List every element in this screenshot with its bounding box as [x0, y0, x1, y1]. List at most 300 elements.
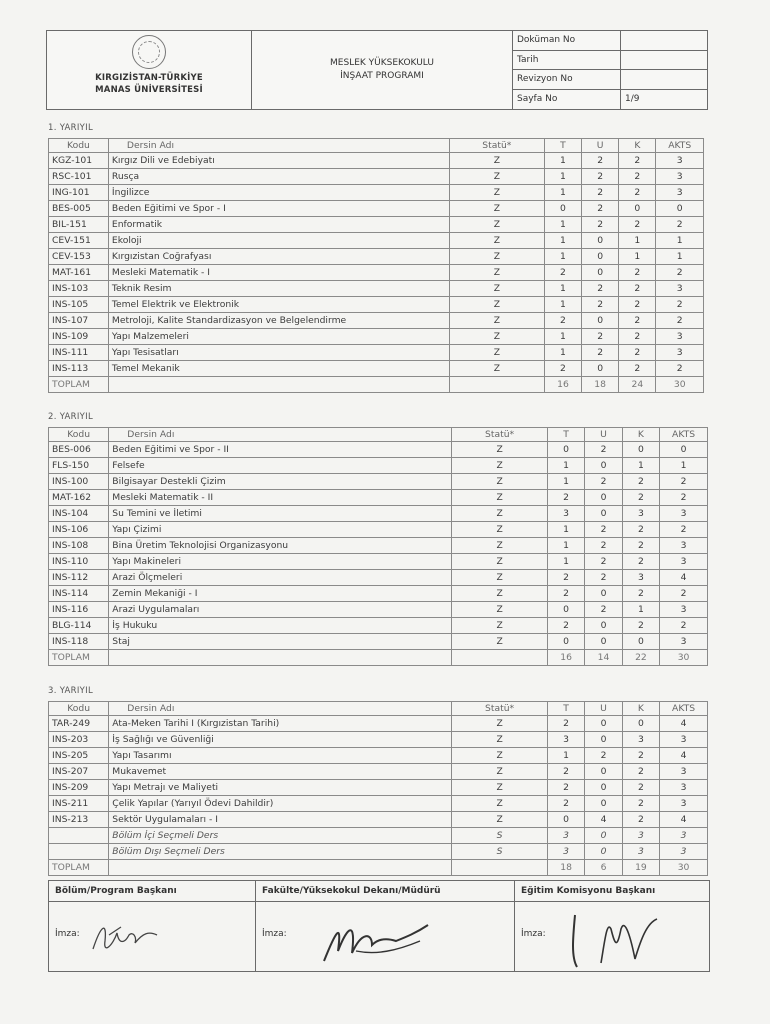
course-code: MAT-162 [49, 490, 109, 506]
meta-value-page: 1/9 [625, 94, 640, 105]
course-status: Z [452, 522, 548, 538]
table-row [49, 297, 704, 313]
course-u: 2 [582, 185, 619, 201]
course-name: Mesleki Matematik - I [108, 265, 449, 281]
course-name: Mesleki Matematik - II [109, 490, 452, 506]
course-code: BIL-151 [49, 217, 109, 233]
course-k: 2 [619, 329, 656, 345]
total-t: 16 [544, 377, 581, 393]
course-code: INS-213 [49, 812, 109, 828]
course-status: Z [452, 490, 548, 506]
course-u: 2 [585, 570, 622, 586]
table-row [49, 345, 704, 361]
course-k: 2 [619, 265, 656, 281]
course-t: 3 [547, 828, 584, 844]
course-status: Z [452, 458, 548, 474]
course-code: INS-118 [49, 634, 109, 650]
course-akts: 3 [660, 828, 708, 844]
course-u: 0 [585, 796, 622, 812]
course-k: 1 [619, 233, 656, 249]
course-k: 1 [622, 458, 659, 474]
total-label: TOPLAM [49, 860, 109, 876]
course-code: ING-101 [49, 185, 109, 201]
course-name: Bina Üretim Teknolojisi Organizasyonu [109, 538, 452, 554]
course-code: INS-209 [49, 780, 109, 796]
course-code: INS-113 [49, 361, 109, 377]
table-row [49, 602, 708, 618]
column-header-u: U [585, 702, 622, 716]
course-akts: 4 [660, 716, 708, 732]
course-t: 1 [547, 748, 584, 764]
course-akts: 1 [656, 233, 704, 249]
meta-label-doc-no: Doküman No [513, 31, 621, 51]
course-name: İş Hukuku [109, 618, 452, 634]
total-u: 18 [582, 377, 619, 393]
school-name: MESLEK YÜKSEKOKULU [330, 58, 434, 68]
course-akts: 4 [660, 812, 708, 828]
course-t: 2 [547, 618, 584, 634]
course-name: Teknik Resim [108, 281, 449, 297]
course-code: INS-205 [49, 748, 109, 764]
course-status: Z [449, 297, 544, 313]
course-k: 3 [622, 506, 659, 522]
course-k: 2 [622, 618, 659, 634]
course-name: Bölüm Dışı Seçmeli Ders [109, 844, 452, 860]
total-spacer [449, 377, 544, 393]
total-spacer [108, 377, 449, 393]
course-k: 0 [619, 201, 656, 217]
course-code: MAT-161 [49, 265, 109, 281]
course-status: Z [449, 281, 544, 297]
course-status: Z [452, 764, 548, 780]
course-t: 1 [547, 474, 584, 490]
signature-block [48, 880, 710, 972]
table-total-row [49, 860, 708, 876]
total-spacer [452, 650, 548, 666]
course-code: INS-109 [49, 329, 109, 345]
course-akts: 2 [656, 265, 704, 281]
course-akts: 2 [660, 618, 708, 634]
course-code: INS-114 [49, 586, 109, 602]
column-header-code: Kodu [49, 702, 109, 716]
course-akts: 3 [660, 732, 708, 748]
table-row [49, 185, 704, 201]
course-code: INS-110 [49, 554, 109, 570]
course-status: Z [449, 217, 544, 233]
course-u: 2 [582, 153, 619, 169]
course-k: 2 [619, 217, 656, 233]
total-t: 18 [547, 860, 584, 876]
course-u: 0 [585, 586, 622, 602]
course-code: INS-211 [49, 796, 109, 812]
semester-3-table [48, 701, 708, 876]
table-row [49, 732, 708, 748]
signature-department-head [49, 881, 256, 971]
course-akts: 4 [660, 748, 708, 764]
course-status: Z [449, 233, 544, 249]
signature-imza-label: İmza: [521, 929, 546, 939]
course-t: 1 [544, 169, 581, 185]
course-status: Z [449, 345, 544, 361]
document-header [46, 30, 708, 110]
course-t: 3 [547, 844, 584, 860]
course-k: 2 [622, 780, 659, 796]
course-t: 1 [544, 297, 581, 313]
column-header-akts: AKTS [660, 702, 708, 716]
course-status: Z [449, 313, 544, 329]
course-akts: 3 [660, 506, 708, 522]
course-t: 1 [547, 554, 584, 570]
course-u: 0 [585, 458, 622, 474]
course-code: BES-005 [49, 201, 109, 217]
course-code [49, 844, 109, 860]
table-row [49, 586, 708, 602]
column-header-t: T [547, 702, 584, 716]
course-code: RSC-101 [49, 169, 109, 185]
course-t: 1 [547, 522, 584, 538]
course-status: Z [452, 716, 548, 732]
course-t: 1 [547, 538, 584, 554]
course-akts: 3 [660, 780, 708, 796]
table-row [49, 764, 708, 780]
course-code: INS-105 [49, 297, 109, 313]
course-akts: 3 [660, 538, 708, 554]
course-t: 1 [544, 329, 581, 345]
total-k: 22 [622, 650, 659, 666]
table-row [49, 361, 704, 377]
course-u: 0 [585, 506, 622, 522]
course-u: 0 [585, 828, 622, 844]
program-block [252, 31, 513, 109]
course-u: 2 [585, 474, 622, 490]
course-name: Yapı Tasarımı [109, 748, 452, 764]
course-akts: 0 [660, 442, 708, 458]
column-header-u: U [582, 139, 619, 153]
signature-mark-icon [87, 915, 167, 961]
total-spacer [109, 650, 452, 666]
course-k: 3 [622, 828, 659, 844]
course-u: 0 [582, 233, 619, 249]
column-header-status: Statü* [452, 428, 548, 442]
course-u: 2 [582, 345, 619, 361]
signature-imza-label: İmza: [55, 929, 80, 939]
course-akts: 2 [656, 297, 704, 313]
table-row [49, 201, 704, 217]
course-status: Z [452, 442, 548, 458]
course-t: 0 [547, 442, 584, 458]
course-k: 2 [619, 153, 656, 169]
course-k: 1 [622, 602, 659, 618]
total-spacer [109, 860, 452, 876]
table-row [49, 618, 708, 634]
course-t: 2 [544, 265, 581, 281]
course-name: Yapı Çizimi [109, 522, 452, 538]
course-code: INS-111 [49, 345, 109, 361]
column-header-name: Dersin Adı [109, 702, 452, 716]
course-status: Z [452, 812, 548, 828]
course-status: Z [452, 554, 548, 570]
course-code: INS-104 [49, 506, 109, 522]
course-k: 3 [622, 732, 659, 748]
meta-value-revision [621, 70, 707, 90]
total-akts: 30 [656, 377, 704, 393]
course-u: 2 [585, 522, 622, 538]
course-u: 0 [585, 732, 622, 748]
column-header-status: Statü* [452, 702, 548, 716]
course-name: Çelik Yapılar (Yarıyıl Ödevi Dahildir) [109, 796, 452, 812]
university-block [47, 31, 252, 109]
course-status: Z [449, 185, 544, 201]
course-name: Arazi Uygulamaları [109, 602, 452, 618]
meta-label-page: Sayfa No [513, 90, 621, 110]
semester-1-title: 1. YARIYIL [48, 123, 94, 133]
course-t: 0 [547, 602, 584, 618]
column-header-name: Dersin Adı [108, 139, 449, 153]
table-row [49, 217, 704, 233]
university-seal-icon [132, 35, 166, 69]
course-name: Rusça [108, 169, 449, 185]
course-k: 0 [622, 634, 659, 650]
course-name: Mukavemet [109, 764, 452, 780]
total-label: TOPLAM [49, 650, 109, 666]
course-t: 2 [544, 313, 581, 329]
course-name: Kırgız Dili ve Edebiyatı [108, 153, 449, 169]
course-code: INS-106 [49, 522, 109, 538]
semester-2-title: 2. YARIYIL [48, 412, 94, 422]
course-status: Z [452, 732, 548, 748]
course-name: Yapı Tesisatları [108, 345, 449, 361]
course-name: Staj [109, 634, 452, 650]
course-akts: 2 [656, 217, 704, 233]
course-akts: 3 [660, 844, 708, 860]
table-row [49, 828, 708, 844]
course-k: 3 [622, 844, 659, 860]
course-akts: 2 [660, 586, 708, 602]
course-u: 0 [582, 361, 619, 377]
course-code: CEV-153 [49, 249, 109, 265]
course-k: 2 [622, 586, 659, 602]
column-header-k: K [622, 428, 659, 442]
course-akts: 3 [656, 345, 704, 361]
signature-mark-icon [316, 911, 436, 969]
course-t: 1 [544, 345, 581, 361]
course-code: INS-112 [49, 570, 109, 586]
course-k: 2 [619, 313, 656, 329]
course-k: 2 [622, 490, 659, 506]
course-k: 3 [622, 570, 659, 586]
course-akts: 3 [660, 554, 708, 570]
meta-label-date: Tarih [513, 51, 621, 71]
course-status: Z [452, 780, 548, 796]
course-u: 0 [582, 265, 619, 281]
total-akts: 30 [660, 860, 708, 876]
course-u: 2 [585, 442, 622, 458]
course-status: Z [452, 538, 548, 554]
course-t: 1 [544, 153, 581, 169]
course-name: Ata-Meken Tarihi I (Kırgızistan Tarihi) [109, 716, 452, 732]
course-code: BLG-114 [49, 618, 109, 634]
course-status: S [452, 844, 548, 860]
course-name: İş Sağlığı ve Güvenliği [109, 732, 452, 748]
course-akts: 3 [656, 185, 704, 201]
table-row [49, 634, 708, 650]
course-u: 0 [585, 634, 622, 650]
course-k: 2 [622, 812, 659, 828]
course-status: Z [449, 265, 544, 281]
course-k: 2 [622, 796, 659, 812]
course-code: INS-116 [49, 602, 109, 618]
column-header-t: T [547, 428, 584, 442]
program-name: İNŞAAT PROGRAMI [340, 71, 424, 81]
course-code: FLS-150 [49, 458, 109, 474]
course-status: Z [452, 618, 548, 634]
table-row [49, 474, 708, 490]
course-u: 2 [582, 217, 619, 233]
course-name: Bilgisayar Destekli Çizim [109, 474, 452, 490]
course-akts: 2 [660, 490, 708, 506]
table-row [49, 442, 708, 458]
course-code: KGZ-101 [49, 153, 109, 169]
course-code: INS-107 [49, 313, 109, 329]
course-code: BES-006 [49, 442, 109, 458]
course-akts: 3 [656, 153, 704, 169]
table-row [49, 780, 708, 796]
course-akts: 2 [660, 522, 708, 538]
course-status: Z [452, 796, 548, 812]
table-row [49, 281, 704, 297]
course-u: 0 [585, 618, 622, 634]
course-name: Kırgızistan Coğrafyası [108, 249, 449, 265]
course-t: 3 [547, 506, 584, 522]
semester-1-table [48, 138, 704, 393]
course-t: 0 [547, 634, 584, 650]
course-t: 2 [547, 796, 584, 812]
table-total-row [49, 650, 708, 666]
course-u: 2 [585, 554, 622, 570]
table-row [49, 490, 708, 506]
course-status: Z [449, 169, 544, 185]
total-akts: 30 [660, 650, 708, 666]
course-akts: 2 [660, 474, 708, 490]
course-k: 0 [622, 442, 659, 458]
semester-3-title: 3. YARIYIL [48, 686, 94, 696]
signature-mark-icon [561, 909, 671, 971]
column-header-k: K [619, 139, 656, 153]
course-name: Beden Eğitimi ve Spor - II [109, 442, 452, 458]
total-u: 6 [585, 860, 622, 876]
course-status: Z [449, 361, 544, 377]
course-status: Z [449, 329, 544, 345]
course-code: INS-100 [49, 474, 109, 490]
signature-dean [256, 881, 515, 971]
course-name: Arazi Ölçmeleri [109, 570, 452, 586]
course-t: 1 [544, 185, 581, 201]
course-u: 0 [582, 249, 619, 265]
course-k: 2 [622, 764, 659, 780]
course-k: 2 [622, 474, 659, 490]
table-header-row [49, 428, 708, 442]
total-k: 24 [619, 377, 656, 393]
course-name: Temel Elektrik ve Elektronik [108, 297, 449, 313]
course-t: 0 [547, 812, 584, 828]
column-header-u: U [585, 428, 622, 442]
course-name: İngilizce [108, 185, 449, 201]
table-total-row [49, 377, 704, 393]
course-u: 0 [585, 844, 622, 860]
course-k: 2 [619, 185, 656, 201]
course-k: 2 [622, 538, 659, 554]
course-name: Yapı Malzemeleri [108, 329, 449, 345]
course-t: 2 [547, 570, 584, 586]
course-t: 2 [547, 764, 584, 780]
course-k: 2 [619, 345, 656, 361]
table-row [49, 249, 704, 265]
table-row [49, 233, 704, 249]
table-row [49, 265, 704, 281]
course-t: 1 [547, 458, 584, 474]
course-name: Ekoloji [108, 233, 449, 249]
course-akts: 3 [656, 329, 704, 345]
course-akts: 0 [656, 201, 704, 217]
course-name: Yapı Makineleri [109, 554, 452, 570]
meta-label-revision: Revizyon No [513, 70, 621, 90]
table-row [49, 716, 708, 732]
table-row [49, 570, 708, 586]
course-name: Metroloji, Kalite Standardizasyon ve Belgelendirme [108, 313, 449, 329]
course-u: 2 [582, 281, 619, 297]
course-status: Z [449, 201, 544, 217]
course-u: 2 [585, 748, 622, 764]
course-status: Z [452, 506, 548, 522]
course-akts: 1 [660, 458, 708, 474]
meta-value-date [621, 51, 707, 71]
course-status: Z [452, 570, 548, 586]
course-u: 2 [582, 329, 619, 345]
university-name-line-1: KIRGIZİSTAN-TÜRKİYE [95, 73, 203, 83]
total-t: 16 [547, 650, 584, 666]
course-status: S [452, 828, 548, 844]
course-u: 0 [585, 716, 622, 732]
column-header-code: Kodu [49, 428, 109, 442]
column-header-akts: AKTS [660, 428, 708, 442]
column-header-code: Kodu [49, 139, 109, 153]
course-name: Temel Mekanik [108, 361, 449, 377]
course-u: 0 [585, 780, 622, 796]
table-row [49, 522, 708, 538]
course-t: 2 [547, 586, 584, 602]
course-t: 0 [544, 201, 581, 217]
table-row [49, 313, 704, 329]
course-akts: 4 [660, 570, 708, 586]
course-k: 2 [619, 281, 656, 297]
signature-title: Fakülte/Yüksekokul Dekanı/Müdürü [256, 881, 514, 902]
course-akts: 1 [656, 249, 704, 265]
table-row [49, 796, 708, 812]
course-name: Sektör Uygulamaları - I [109, 812, 452, 828]
course-name: Su Temini ve İletimi [109, 506, 452, 522]
course-akts: 3 [660, 764, 708, 780]
table-header-row [49, 702, 708, 716]
course-code [49, 828, 109, 844]
course-k: 2 [619, 169, 656, 185]
course-k: 2 [622, 748, 659, 764]
course-u: 0 [585, 764, 622, 780]
course-name: Zemin Mekaniği - I [109, 586, 452, 602]
university-name-line-2: MANAS ÜNİVERSİTESİ [95, 85, 203, 95]
course-t: 1 [544, 217, 581, 233]
course-t: 2 [547, 716, 584, 732]
table-row [49, 538, 708, 554]
